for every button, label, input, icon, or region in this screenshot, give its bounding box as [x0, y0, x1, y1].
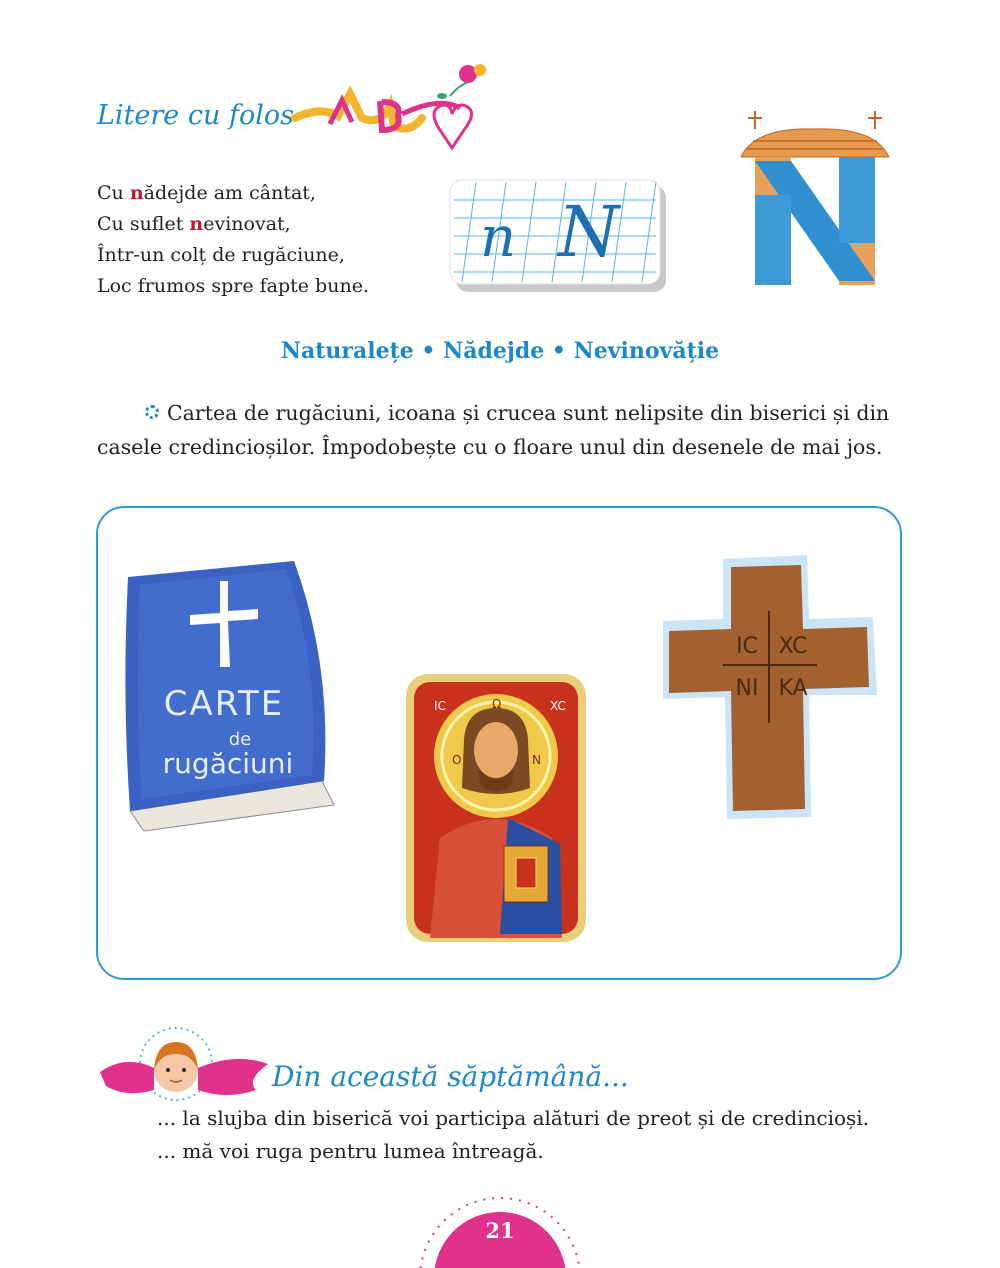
book-title-line3: rugăciuni — [162, 747, 294, 780]
ribbon-letters-icon — [290, 56, 500, 166]
prayer-book-icon — [116, 555, 346, 845]
week-line-2: ... mă voi ruga pentru lumea întreagă. — [157, 1139, 544, 1163]
gear-icon — [145, 405, 159, 419]
week-line-1: ... la slujba din biserică voi participa alături de preot și de credincioși. — [157, 1106, 870, 1130]
cursive-lower-n: n — [480, 205, 517, 270]
week-resolutions — [157, 1102, 869, 1168]
cross-label-ic: IC — [736, 634, 758, 659]
handwriting-card — [448, 178, 672, 298]
icon-label-ic: IC — [434, 699, 446, 713]
virtues-heading: Naturalețe • Nădejde • Nevinovăție — [280, 338, 720, 364]
cross-label-ka: KA — [778, 676, 808, 701]
decorative-letter-n — [735, 105, 895, 295]
icon-label-xc: XC — [550, 699, 566, 713]
page-number: 21 — [485, 1218, 515, 1243]
decorative-letter-n-text: N — [814, 280, 816, 281]
poem-line-2-rest: evinovat, — [203, 213, 291, 235]
poem-line-3: Într-un colț de rugăciune, — [97, 244, 345, 266]
poem-line-1-rest: ădejde am cântat, — [143, 182, 316, 204]
poem-line-1 — [97, 178, 369, 209]
book-title-line2: de — [228, 729, 252, 750]
icon-label-omega: Ω — [492, 697, 502, 711]
cursive-upper-n: N — [558, 191, 620, 273]
instruction-text: Cartea de rugăciuni, icoana și crucea sunt nelipsite din biserici și din casele credincioșilor. Împodobește cu o floare unul din desenele de mai jos. — [97, 401, 890, 459]
section-title-letters: Litere cu folos — [97, 100, 294, 131]
poem — [97, 178, 369, 302]
instruction — [97, 396, 907, 464]
book-title-line1: CARTE — [163, 684, 285, 724]
poem-line-2 — [97, 209, 369, 240]
instruction-bullet — [97, 396, 167, 430]
icon-label-n: N — [532, 753, 541, 767]
cross-label-xc: XC — [778, 634, 808, 659]
poem-line-4: Loc frumos spre fapte bune. — [97, 275, 369, 297]
poem-line-2-highlight: n — [189, 213, 204, 235]
section-title-week: Din această săptămână... — [272, 1060, 629, 1093]
poem-line-2-prefix: Cu suflet — [97, 213, 190, 235]
poem-line-1-highlight: n — [129, 182, 144, 204]
christ-icon-painting — [400, 668, 592, 948]
cross-label-ni: NI — [735, 676, 759, 701]
icon-label-o: O — [452, 753, 462, 767]
cross-icon — [655, 545, 885, 835]
poem-line-1-prefix: Cu — [97, 182, 130, 204]
angel-icon — [96, 1020, 276, 1110]
